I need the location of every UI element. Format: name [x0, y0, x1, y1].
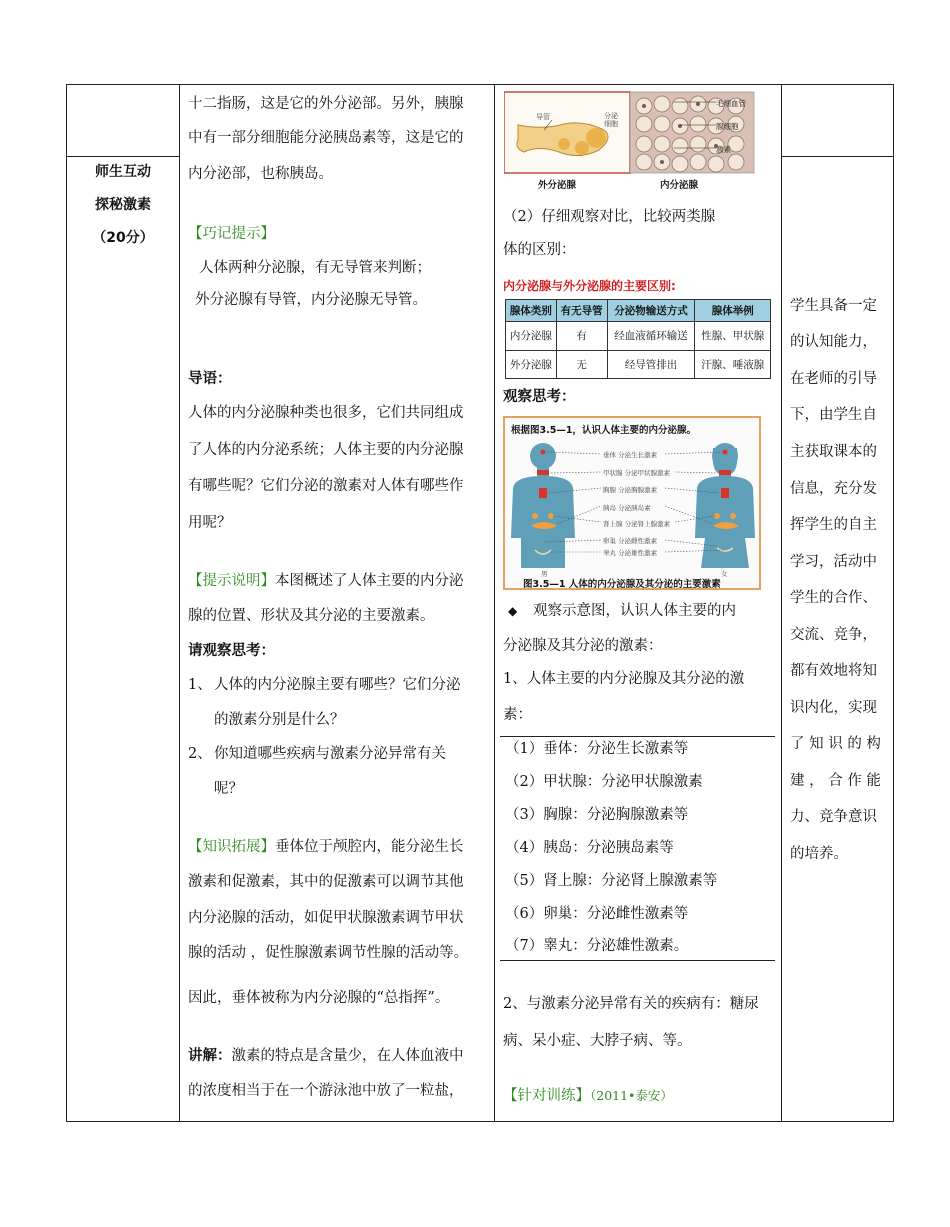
- observe-think-label: 观察思考：: [503, 389, 576, 405]
- table-cell: 无: [556, 350, 607, 379]
- answer-1-line-2: 素：: [503, 707, 532, 723]
- table-header-cell: 腺体举例: [695, 300, 771, 322]
- question-1-line-2: 的激素分别是什么？: [214, 712, 345, 728]
- observe-line-2: 分泌腺及其分泌的激素：: [503, 638, 663, 654]
- body-label-testis: 睾丸 分泌雄性激素: [603, 549, 658, 557]
- table-cell: 内分泌腺: [506, 322, 557, 351]
- section-title: 师生互动: [95, 164, 151, 180]
- table-row: [506, 322, 771, 351]
- rationale-line: 都有效地将知: [790, 663, 877, 679]
- body-label-adrenal: 肾上腺 分泌肾上腺激素: [603, 520, 671, 528]
- hint-line-2: 腺的位置、形状及其分泌的主要激素。: [188, 608, 435, 624]
- body-label-female: 女: [721, 570, 728, 578]
- rationale-line: 在老师的引导: [790, 371, 877, 387]
- tip-label: 【巧记提示】: [188, 226, 275, 242]
- compare-line-2: 体的区别：: [503, 242, 576, 258]
- table-header-cell: 腺体类别: [506, 300, 557, 322]
- observe-line-1: 观察示意图，认识人体主要的内: [533, 603, 736, 619]
- table-header-cell: 分泌物输送方式: [607, 300, 695, 322]
- rationale-line: 学习，活动中: [790, 554, 877, 570]
- rationale-line: 交流、竞争，: [790, 627, 877, 643]
- extension-line-3: 内分泌腺的活动，如促甲状腺激素调节甲状: [188, 910, 464, 926]
- body-label-pituitary: 垂体 分泌生长激素: [603, 451, 658, 459]
- grid-vline-4: [781, 84, 782, 1122]
- extension-label: 【知识拓展】: [188, 839, 275, 855]
- label-hormone: 激素: [716, 145, 731, 154]
- gland-list-item: （2）甲状腺：分泌甲状腺激素: [505, 774, 703, 790]
- body-label-ovary: 卵巢 分泌雌性激素: [603, 537, 658, 545]
- guide-label: 导语：: [188, 371, 232, 387]
- observe-bullet: ◆: [508, 604, 518, 618]
- comparison-table: [505, 299, 771, 379]
- compare-line-1: （2）仔细观察对比，比较两类腺: [503, 209, 716, 225]
- rationale-line: 了 知 识 的 构: [790, 736, 881, 752]
- grid-bottom-line: [66, 1121, 894, 1122]
- intro-line-1: 十二指肠，这是它的外分泌部。另外，胰腺: [188, 96, 464, 112]
- guide-line-1: 人体的内分泌腺种类也很多，它们共同组成: [188, 405, 464, 421]
- hint-label: 【提示说明】: [188, 573, 275, 589]
- grid-top-line: [66, 84, 894, 85]
- rationale-line: 的认知能力，: [790, 334, 877, 350]
- guide-line-2: 了人体的内分泌系统；人体主要的内分泌腺: [188, 442, 464, 458]
- gland-list-top-rule: [500, 736, 775, 737]
- caption-endocrine: 内分泌腺: [660, 180, 699, 191]
- endocrine-figure-title: 根据图3.5—1，认识人体主要的内分泌腺。: [511, 425, 696, 436]
- extension-line-4: 腺的活动 ，促性腺激素调节性腺的活动等。: [188, 945, 469, 961]
- intro-line-3: 内分泌部，也称胰岛。: [188, 166, 333, 182]
- observe-label: 请观察思考：: [188, 643, 275, 659]
- body-label-islet: 胰岛 分泌胰岛素: [603, 504, 651, 512]
- question-1-line-1: 人体的内分泌腺主要有哪些？它们分泌: [214, 677, 461, 693]
- grid-vline-3: [494, 84, 495, 1122]
- answer-2-line-2: 病、呆小症、大脖子病、等。: [503, 1033, 692, 1049]
- gland-list-item: （6）卵巢：分泌雌性激素等: [505, 906, 689, 922]
- question-1-number: 1、: [188, 677, 212, 693]
- table-cell: 性腺、甲状腺: [695, 322, 771, 351]
- rationale-line: 下，由学生自: [790, 407, 877, 423]
- answer-1-line-1: 1、人体主要的内分泌腺及其分泌的激: [503, 671, 745, 687]
- rationale-line: 信息，充分发: [790, 481, 877, 497]
- label-duct: 导管: [536, 113, 550, 121]
- rationale-line: 主获取课本的: [790, 444, 877, 460]
- lecture-text: 激素的特点是含量少，在人体血液中: [231, 1048, 464, 1064]
- row-divider-col1: [66, 156, 179, 157]
- rationale-line: 学生的合作、: [790, 590, 877, 606]
- extension-text: 垂体位于颅腔内，能分泌生长: [275, 839, 464, 855]
- gland-list-item: （1）垂体：分泌生长激素等: [505, 741, 689, 757]
- table-cell: 经导管排出: [607, 350, 695, 379]
- label-secretory-1: 分泌: [604, 112, 618, 120]
- label-capillary: 毛细血管: [716, 99, 746, 108]
- body-label-male: 男: [541, 570, 548, 578]
- answer-2-line-1: 2、与激素分泌异常有关的疾病有：糖尿: [503, 996, 759, 1012]
- tip-line-2: 外分泌腺有导管，内分泌腺无导管。: [195, 292, 427, 308]
- rationale-line: 的培养。: [790, 846, 848, 862]
- lecture-line-2: 的浓度相当于在一个游泳池中放了一粒盐，: [188, 1083, 464, 1099]
- endocrine-figure: [503, 416, 761, 590]
- hint-line-1: [188, 572, 464, 590]
- gland-list-item: （7）睾丸：分泌雄性激素。: [505, 938, 689, 954]
- training-line: [503, 1087, 673, 1105]
- section-subtitle: 探秘激素: [95, 197, 151, 213]
- endocrine-figure-caption: 图3.5—1 人体的内分泌腺及其分泌的主要激素: [523, 579, 721, 590]
- body-label-thyroid: 甲状腺 分泌甲状腺激素: [603, 469, 671, 477]
- gland-list-item: （5）肾上腺：分泌肾上腺激素等: [505, 873, 718, 889]
- table-cell: 有: [556, 322, 607, 351]
- table-header-cell: 有无导管: [556, 300, 607, 322]
- grid-vline-2: [179, 84, 180, 1122]
- question-2-number: 2、: [188, 746, 212, 762]
- question-2-line-1: 你知道哪些疾病与激素分泌异常有关: [214, 746, 446, 762]
- hint-text: 本图概述了人体主要的内分泌: [275, 573, 464, 589]
- intro-line-2: 中有一部分细胞能分泌胰岛素等，这是它的: [188, 130, 464, 146]
- section-duration: （20分）: [92, 230, 154, 246]
- table-cell: 经血液循环输送: [607, 322, 695, 351]
- lecture-label: 讲解：: [188, 1048, 232, 1064]
- lecture-line-1: [188, 1047, 464, 1065]
- rationale-line: 学生具备一定: [790, 298, 877, 314]
- table-row: [506, 350, 771, 379]
- extension-line-2: 激素和促激素，其中的促激素可以调节其他: [188, 874, 464, 890]
- gland-figure: [504, 90, 758, 190]
- gland-list-item: （3）胸腺：分泌胸腺激素等: [505, 807, 689, 823]
- label-secretory-cell: [604, 112, 618, 128]
- gland-list-bottom-rule: [500, 960, 775, 961]
- table-cell: 外分泌腺: [506, 350, 557, 379]
- row-divider-col34: [781, 156, 893, 157]
- table-cell: 汗腺、唾液腺: [695, 350, 771, 379]
- caption-exocrine: 外分泌腺: [538, 180, 577, 191]
- guide-line-3: 有哪些呢？它们分泌的激素对人体有哪些作: [188, 478, 464, 494]
- extension-line-5: 因此，垂体被称为内分泌腺的“总指挥”。: [188, 990, 450, 1006]
- guide-line-4: 用呢？: [188, 515, 232, 531]
- rationale-line: 挥学生的自主: [790, 517, 877, 533]
- training-source: （2011•泰安）: [590, 1088, 673, 1103]
- rationale-line: 识内化，实现: [790, 700, 877, 716]
- training-label: 【针对训练】: [503, 1088, 590, 1104]
- gland-list-item: （4）胰岛：分泌胰岛素等: [505, 840, 674, 856]
- extension-line-1: [188, 838, 464, 856]
- comparison-table-title: 内分泌腺与外分泌腺的主要区别:: [503, 279, 676, 293]
- rationale-line: 建 ， 合 作 能: [790, 773, 881, 789]
- rationale-line: 力、竞争意识: [790, 809, 877, 825]
- label-gland-cell: 腺细胞: [716, 122, 739, 131]
- body-label-thymus: 胸腺 分泌胸腺激素: [603, 486, 658, 494]
- tip-line-1: 人体两种分泌腺，有无导管来判断；: [199, 260, 431, 276]
- label-secretory-2: 细胞: [604, 120, 618, 128]
- grid-vline-5: [893, 84, 894, 1122]
- question-2-line-2: 呢？: [214, 781, 243, 797]
